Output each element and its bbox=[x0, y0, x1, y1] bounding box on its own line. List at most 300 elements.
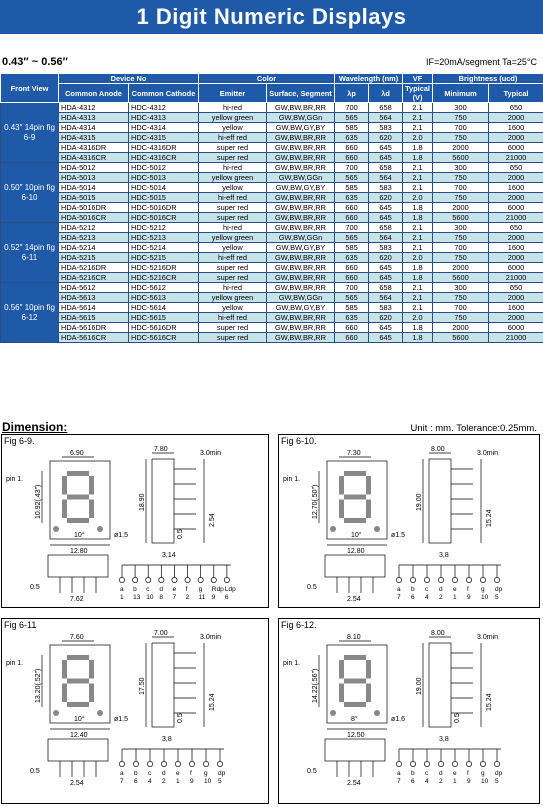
table-cell: 300 bbox=[433, 223, 489, 233]
table-cell: super red bbox=[199, 153, 267, 163]
table-cell: HDC-5016DR bbox=[129, 203, 199, 213]
segment-mark bbox=[339, 660, 344, 679]
table-cell: 583 bbox=[369, 243, 403, 253]
table-cell: HDA-5612 bbox=[59, 283, 129, 293]
table-cell: HDC-5614 bbox=[129, 303, 199, 313]
table-cell: GW,BW,GGn bbox=[267, 173, 335, 183]
table-cell: hi-eff red bbox=[199, 193, 267, 203]
dim-pin-pitch: 2.54 bbox=[209, 513, 216, 527]
table-row bbox=[1, 153, 543, 163]
pin1-label: pin 1. bbox=[6, 476, 24, 483]
pin-number: 7 bbox=[172, 594, 177, 601]
table-cell: 750 bbox=[433, 293, 489, 303]
table-cell: 2000 bbox=[433, 203, 489, 213]
figure-label: Fig 6-11 bbox=[4, 620, 37, 630]
table-cell: HDC-5216CR bbox=[129, 273, 199, 283]
table-cell: 700 bbox=[335, 103, 369, 113]
pin-letter: g bbox=[204, 770, 208, 777]
table-cell: HDC-5613 bbox=[129, 293, 199, 303]
dim-body-width: 12.40 bbox=[70, 732, 88, 739]
segment-mark bbox=[344, 518, 366, 523]
table-cell: 645 bbox=[369, 273, 403, 283]
table-cell: 2.1 bbox=[403, 233, 433, 243]
pin-node bbox=[161, 761, 166, 766]
pin-node bbox=[175, 761, 180, 766]
table-cell: hi-eff red bbox=[199, 253, 267, 263]
pin-number: 9 bbox=[467, 594, 471, 601]
segment-mark bbox=[339, 684, 344, 703]
dim-bottom-pitch: 2.54 bbox=[347, 596, 361, 603]
table-cell: 21000 bbox=[489, 153, 543, 163]
pin-node bbox=[396, 577, 401, 582]
table-cell: 635 bbox=[335, 133, 369, 143]
pin-letter: f bbox=[190, 770, 192, 777]
segment-mark bbox=[67, 518, 89, 523]
table-cell: HDC-4313 bbox=[129, 113, 199, 123]
th-front-view: Front View bbox=[1, 74, 59, 103]
page-title: 1 Digit Numeric Displays bbox=[0, 0, 543, 34]
th-emitter: Emitter bbox=[199, 84, 267, 103]
pin-node bbox=[119, 577, 124, 582]
table-cell: GW,BW,BR,RR bbox=[267, 273, 335, 283]
dim-digit-width: 7.60 bbox=[70, 634, 84, 641]
pin-node bbox=[438, 577, 443, 582]
th-common-anode: Common Anode bbox=[59, 84, 129, 103]
pin-number: 5 bbox=[495, 594, 499, 601]
pin-letter: c bbox=[425, 770, 429, 777]
pin-node bbox=[494, 577, 499, 582]
pin-number: 9 bbox=[190, 778, 194, 785]
table-row bbox=[1, 313, 543, 323]
table-row bbox=[1, 213, 543, 223]
pin-number: 4 bbox=[425, 594, 429, 601]
dim-bottom-lead: 0.5 bbox=[30, 768, 40, 775]
th-vf-typical: Typical (V) bbox=[403, 84, 433, 103]
table-cell: 300 bbox=[433, 103, 489, 113]
pin-letter: d bbox=[162, 770, 166, 777]
table-cell: 750 bbox=[433, 313, 489, 323]
pin-letter: Ldp bbox=[224, 586, 236, 593]
table-cell: HDA-5016CR bbox=[59, 213, 129, 223]
table-cell: HDC-5616DR bbox=[129, 323, 199, 333]
pin-number: 6 bbox=[224, 594, 229, 601]
table-cell: 750 bbox=[433, 113, 489, 123]
table-cell: 2.1 bbox=[403, 293, 433, 303]
pin-letter: f bbox=[467, 770, 469, 777]
table-cell: 660 bbox=[335, 263, 369, 273]
unit-note: Unit : mm. Tolerance:0.25mm. bbox=[410, 423, 537, 434]
table-cell: 2000 bbox=[489, 133, 543, 143]
table-cell: 5600 bbox=[433, 273, 489, 283]
table-cell: yellow bbox=[199, 183, 267, 193]
table-cell: 564 bbox=[369, 173, 403, 183]
table-row bbox=[1, 113, 543, 123]
figure-label: Fig 6-9. bbox=[4, 436, 35, 446]
table-cell: 564 bbox=[369, 233, 403, 243]
dim-slant-angle: 10° bbox=[74, 532, 85, 539]
table-cell: HDC-5214 bbox=[129, 243, 199, 253]
table-cell: 660 bbox=[335, 323, 369, 333]
table-row bbox=[1, 203, 543, 213]
table-cell: 1600 bbox=[489, 123, 543, 133]
dim-bottom-pitch: 7.62 bbox=[70, 596, 84, 603]
table-cell: yellow green bbox=[199, 293, 267, 303]
table-cell: 2.0 bbox=[403, 133, 433, 143]
table-cell: 1600 bbox=[489, 303, 543, 313]
segment-mark bbox=[62, 660, 67, 679]
pin-node bbox=[211, 577, 216, 582]
segment-mark bbox=[344, 471, 366, 476]
pin-number: 11 bbox=[198, 594, 206, 601]
pin-letter: a bbox=[120, 586, 124, 593]
table-cell: HDC-5016CR bbox=[129, 213, 199, 223]
pin-letter: c bbox=[146, 586, 150, 593]
table-cell: HDA-4315 bbox=[59, 133, 129, 143]
table-cell: HDC-5213 bbox=[129, 233, 199, 243]
segment-mark bbox=[339, 476, 344, 495]
table-row bbox=[1, 253, 543, 263]
dim-pin-diameter: ø1.5 bbox=[114, 716, 129, 723]
table-cell: yellow green bbox=[199, 233, 267, 243]
dim-side-height: 19.00 bbox=[416, 493, 423, 511]
table-row bbox=[1, 273, 543, 283]
th-brightness: Brightness (ucd) bbox=[433, 74, 543, 84]
pin-node bbox=[452, 761, 457, 766]
pin-letter: e bbox=[453, 586, 457, 593]
figure-drawing bbox=[279, 435, 541, 609]
dim-body-width: 12.80 bbox=[347, 548, 365, 555]
table-cell: 660 bbox=[335, 273, 369, 283]
dim-lead-min: 3.0min bbox=[200, 450, 222, 457]
dim-digit-width: 7.30 bbox=[347, 450, 361, 457]
table-row bbox=[1, 293, 543, 303]
table-cell: GW,BW,GGn bbox=[267, 293, 335, 303]
dim-bottom-lead: 0.5 bbox=[307, 768, 317, 775]
table-cell: yellow bbox=[199, 123, 267, 133]
table-cell: 1600 bbox=[489, 183, 543, 193]
dim-digit-height: 10.92(.43″) bbox=[35, 484, 42, 519]
common-pins: 3,8 bbox=[162, 736, 172, 743]
table-cell: 635 bbox=[335, 253, 369, 263]
pin-letter: e bbox=[453, 770, 457, 777]
table-cell: 2000 bbox=[489, 253, 543, 263]
table-cell: HDC-5212 bbox=[129, 223, 199, 233]
table-cell: 750 bbox=[433, 233, 489, 243]
table-cell: HDA-4316CR bbox=[59, 153, 129, 163]
pin-number: 4 bbox=[148, 778, 152, 785]
table-cell: 645 bbox=[369, 333, 403, 343]
dim-bottom-pitch: 2.54 bbox=[347, 780, 361, 787]
dim-lead-min: 3.0min bbox=[477, 634, 499, 641]
common-pins: 3,8 bbox=[439, 736, 449, 743]
table-cell: 2.1 bbox=[403, 303, 433, 313]
table-cell: GW,BW,GY,BY bbox=[267, 303, 335, 313]
dim-side-width: 7.00 bbox=[154, 630, 168, 637]
table-cell: 700 bbox=[433, 183, 489, 193]
table-cell: 1.8 bbox=[403, 213, 433, 223]
table-cell: 2.1 bbox=[403, 223, 433, 233]
table-cell: HDA-5615 bbox=[59, 313, 129, 323]
table-row bbox=[1, 303, 543, 313]
pin-letter: a bbox=[397, 586, 401, 593]
table-cell: 6000 bbox=[489, 263, 543, 273]
table-row bbox=[1, 103, 543, 113]
table-cell: 700 bbox=[335, 163, 369, 173]
dim-digit-height: 12.70(.50″) bbox=[312, 484, 319, 519]
dim-slant-angle: 10° bbox=[74, 716, 85, 723]
table-cell: super red bbox=[199, 273, 267, 283]
dim-pin-pitch: 15.24 bbox=[486, 693, 493, 711]
pin-node bbox=[146, 577, 151, 582]
table-cell: HDA-5012 bbox=[59, 163, 129, 173]
segment-mark bbox=[344, 702, 366, 707]
segment-mark bbox=[67, 471, 89, 476]
dim-body-width: 12.80 bbox=[70, 548, 88, 555]
pin-node bbox=[224, 577, 229, 582]
segment-mark bbox=[67, 655, 89, 660]
table-cell: 583 bbox=[369, 183, 403, 193]
segment-mark bbox=[89, 660, 94, 679]
dim-pin-diameter: ø1.5 bbox=[114, 532, 129, 539]
table-row bbox=[1, 323, 543, 333]
table-cell: 1.8 bbox=[403, 203, 433, 213]
pin-number: 10 bbox=[481, 594, 489, 601]
table-cell: 2.1 bbox=[403, 283, 433, 293]
front-view-cell: 0.43″ 14pin fig 6-9 bbox=[1, 103, 59, 163]
table-cell: GW,BW,BR,RR bbox=[267, 163, 335, 173]
pin-number: 4 bbox=[425, 778, 429, 785]
pin1-label: pin 1. bbox=[283, 660, 301, 667]
table-cell: 700 bbox=[433, 303, 489, 313]
table-cell: 645 bbox=[369, 263, 403, 273]
dimension-figure-panel bbox=[278, 618, 540, 804]
segment-mark bbox=[67, 702, 89, 707]
segment-mark bbox=[344, 679, 366, 684]
table-cell: 1.8 bbox=[403, 323, 433, 333]
table-cell: 700 bbox=[335, 223, 369, 233]
table-cell: GW,BW,BR,RR bbox=[267, 263, 335, 273]
dim-digit-height: 13.20(.52″) bbox=[35, 668, 42, 703]
pin-number: 2 bbox=[185, 594, 190, 601]
table-cell: 645 bbox=[369, 203, 403, 213]
table-cell: 300 bbox=[433, 283, 489, 293]
table-cell: HDC-5013 bbox=[129, 173, 199, 183]
dim-bottom-lead: 0.5 bbox=[307, 584, 317, 591]
table-row bbox=[1, 123, 543, 133]
table-cell: GW,BW,BR,RR bbox=[267, 193, 335, 203]
table-cell: HDC-5215 bbox=[129, 253, 199, 263]
table-cell: 750 bbox=[433, 133, 489, 143]
th-lambda-p: λp bbox=[335, 84, 369, 103]
table-cell: 658 bbox=[369, 223, 403, 233]
segment-mark bbox=[366, 684, 371, 703]
pin-number: 2 bbox=[162, 778, 166, 785]
pin-number: 6 bbox=[134, 778, 138, 785]
table-cell: HDC-4314 bbox=[129, 123, 199, 133]
dim-digit-width: 6.90 bbox=[70, 450, 84, 457]
dp-mark bbox=[330, 710, 336, 716]
table-cell: 2.1 bbox=[403, 183, 433, 193]
table-cell: super red bbox=[199, 203, 267, 213]
table-cell: GW,BW,BR,RR bbox=[267, 213, 335, 223]
table-cell: GW,BW,BR,RR bbox=[267, 143, 335, 153]
table-cell: HDA-5013 bbox=[59, 173, 129, 183]
front-view-cell: 0.52″ 14pin fig 6-11 bbox=[1, 223, 59, 283]
dim-bottom-pitch: 2.54 bbox=[70, 780, 84, 787]
pin-number: 5 bbox=[218, 778, 222, 785]
table-row bbox=[1, 193, 543, 203]
pin-number: 6 bbox=[411, 594, 415, 601]
dimension-figure-panel bbox=[1, 434, 269, 608]
dim-lead-width: 0.5 bbox=[177, 529, 184, 539]
table-cell: 650 bbox=[489, 163, 543, 173]
pin-letter: g bbox=[481, 770, 485, 777]
table-cell: 2.1 bbox=[403, 123, 433, 133]
table-cell: 565 bbox=[335, 233, 369, 243]
segment-mark bbox=[62, 500, 67, 519]
table-cell: 660 bbox=[335, 203, 369, 213]
table-cell: 21000 bbox=[489, 333, 543, 343]
segment-mark bbox=[89, 684, 94, 703]
figure-label: Fig 6-10. bbox=[281, 436, 317, 446]
table-cell: HDA-5216CR bbox=[59, 273, 129, 283]
table-cell: HDC-5012 bbox=[129, 163, 199, 173]
table-cell: HDC-4315 bbox=[129, 133, 199, 143]
dp-mark bbox=[53, 526, 59, 532]
table-cell: GW,BW,GY,BY bbox=[267, 123, 335, 133]
segment-mark bbox=[344, 495, 366, 500]
table-cell: 2.1 bbox=[403, 163, 433, 173]
side-body bbox=[152, 459, 174, 543]
table-cell: 2.1 bbox=[403, 173, 433, 183]
table-cell: 5600 bbox=[433, 213, 489, 223]
table-cell: HDC-5216DR bbox=[129, 263, 199, 273]
table-cell: HDA-5212 bbox=[59, 223, 129, 233]
dim-lead-width: 0.5 bbox=[454, 713, 461, 723]
table-cell: 5600 bbox=[433, 153, 489, 163]
side-body bbox=[152, 643, 174, 727]
table-cell: HDC-5014 bbox=[129, 183, 199, 193]
pin-number: 13 bbox=[133, 594, 141, 601]
th-wavelength: Wavelength (nm) bbox=[335, 74, 403, 84]
table-cell: 2000 bbox=[433, 263, 489, 273]
pin-number: 7 bbox=[120, 778, 124, 785]
table-cell: 700 bbox=[433, 243, 489, 253]
table-cell: HDC-5615 bbox=[129, 313, 199, 323]
table-cell: GW,BW,BR,RR bbox=[267, 253, 335, 263]
table-cell: 660 bbox=[335, 153, 369, 163]
pin-number: 10 bbox=[204, 778, 212, 785]
pin-node bbox=[424, 577, 429, 582]
table-cell: 585 bbox=[335, 303, 369, 313]
table-cell: 700 bbox=[433, 123, 489, 133]
pin-node bbox=[172, 577, 177, 582]
table-cell: 1.8 bbox=[403, 153, 433, 163]
table-cell: GW,BW,GY,BY bbox=[267, 183, 335, 193]
pin-node bbox=[480, 761, 485, 766]
table-cell: GW,BW,GGn bbox=[267, 233, 335, 243]
table-cell: 2000 bbox=[489, 293, 543, 303]
bottom-body bbox=[325, 555, 385, 577]
dim-side-width: 7.80 bbox=[154, 446, 168, 453]
table-cell: 635 bbox=[335, 313, 369, 323]
table-cell: GW,BW,BR,RR bbox=[267, 203, 335, 213]
table-cell: hi-red bbox=[199, 163, 267, 173]
dp-mark bbox=[374, 526, 380, 532]
th-lambda-d: λd bbox=[369, 84, 403, 103]
table-row bbox=[1, 133, 543, 143]
table-cell: 645 bbox=[369, 213, 403, 223]
dim-side-height: 18.90 bbox=[139, 493, 146, 511]
pin-letter: d bbox=[439, 770, 443, 777]
dim-body-width: 12.50 bbox=[347, 732, 365, 739]
size-range: 0.43″ ~ 0.56″ bbox=[2, 56, 68, 68]
segment-mark bbox=[366, 660, 371, 679]
segment-mark bbox=[67, 679, 89, 684]
front-view-cell: 0.50″ 10pin fig 6-10 bbox=[1, 163, 59, 223]
table-row bbox=[1, 173, 543, 183]
pin-node bbox=[119, 761, 124, 766]
table-cell: yellow bbox=[199, 243, 267, 253]
table-cell: 2.1 bbox=[403, 113, 433, 123]
front-view-cell: 0.56″ 10pin fig 6-12 bbox=[1, 283, 59, 343]
pin-number: 10 bbox=[481, 778, 489, 785]
pin-number: 7 bbox=[397, 594, 401, 601]
table-cell: GW,BW,GGn bbox=[267, 113, 335, 123]
pin-number: 1 bbox=[120, 594, 124, 601]
th-color: Color bbox=[199, 74, 335, 84]
pin-node bbox=[466, 761, 471, 766]
dim-slant-angle: 10° bbox=[351, 532, 362, 539]
table-cell: 585 bbox=[335, 123, 369, 133]
table-cell: 1.8 bbox=[403, 263, 433, 273]
table-cell: 585 bbox=[335, 183, 369, 193]
table-cell: 6000 bbox=[489, 203, 543, 213]
table-cell: HDA-4316DR bbox=[59, 143, 129, 153]
th-vf: VF bbox=[403, 74, 433, 84]
table-cell: 564 bbox=[369, 293, 403, 303]
table-cell: 565 bbox=[335, 113, 369, 123]
th-surface-segment: Surface, Segment bbox=[267, 84, 335, 103]
pin-node bbox=[438, 761, 443, 766]
side-body bbox=[429, 459, 451, 543]
table-cell: GW,BW,BR,RR bbox=[267, 313, 335, 323]
test-conditions: IF=20mA/segment Ta=25°C bbox=[426, 57, 537, 67]
segment-mark bbox=[339, 500, 344, 519]
pin-number: 2 bbox=[439, 778, 443, 785]
table-cell: HDC-5015 bbox=[129, 193, 199, 203]
table-cell: 2000 bbox=[433, 143, 489, 153]
pin-letter: b bbox=[133, 586, 137, 593]
dim-side-width: 8.00 bbox=[431, 630, 445, 637]
dimension-figure-panel bbox=[278, 434, 540, 608]
table-cell: 750 bbox=[433, 193, 489, 203]
pin-letter: dp bbox=[495, 586, 503, 593]
segment-mark bbox=[344, 655, 366, 660]
table-cell: HDA-5613 bbox=[59, 293, 129, 303]
pin-number: 2 bbox=[439, 594, 443, 601]
pin1-label: pin 1. bbox=[6, 660, 24, 667]
table-row bbox=[1, 243, 543, 253]
pin-letter: f bbox=[185, 586, 188, 593]
pin-letter: g bbox=[198, 586, 203, 593]
table-cell: 1.8 bbox=[403, 273, 433, 283]
spec-table-body bbox=[1, 103, 543, 343]
table-cell: 2000 bbox=[489, 173, 543, 183]
pin-number: 9 bbox=[211, 594, 216, 601]
dim-side-height: 17.50 bbox=[139, 677, 146, 695]
table-cell: 645 bbox=[369, 153, 403, 163]
